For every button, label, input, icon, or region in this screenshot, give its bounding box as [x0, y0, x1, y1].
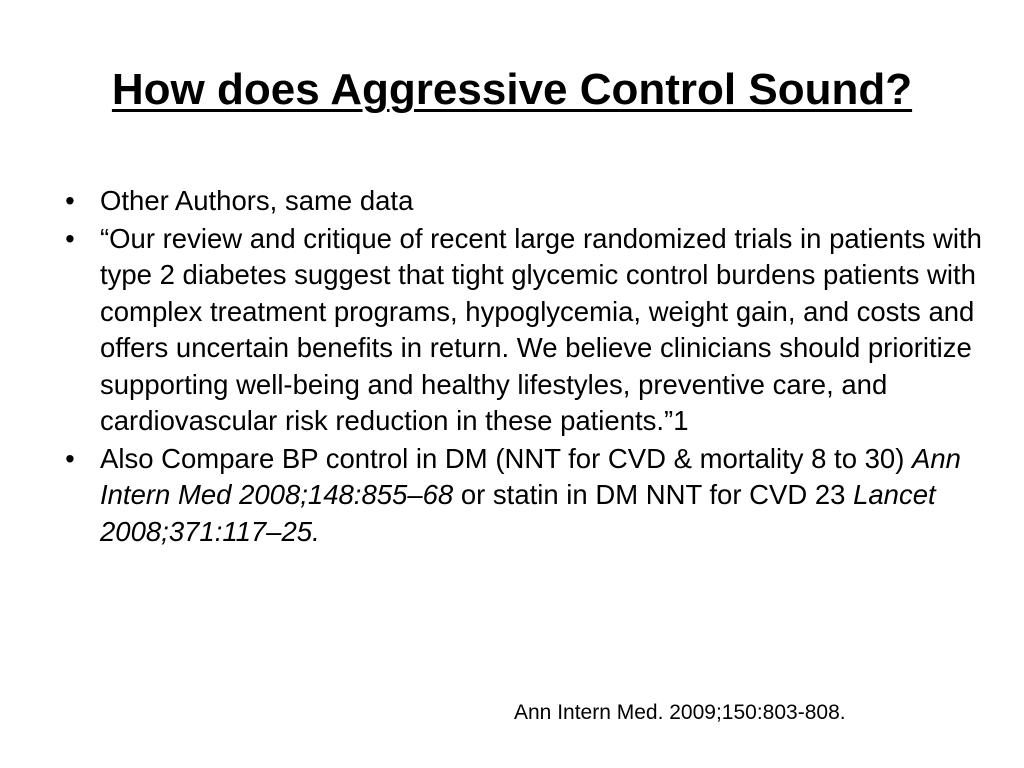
- bullet-icon: •: [65, 442, 75, 474]
- bullet-list: [60, 183, 1022, 551]
- bullet-item-compare: [60, 441, 1022, 551]
- bullet-item-other-authors: [60, 183, 1022, 220]
- bullet-text-part: or statin in DM NNT for CVD 23: [453, 479, 854, 510]
- bullet-icon: •: [65, 185, 75, 216]
- source-citation: Ann Intern Med. 2009;150:803-808.: [514, 701, 846, 724]
- bullet-text: [100, 441, 1022, 551]
- bullet-item-quote: [60, 221, 1022, 440]
- slide-title: How does Aggressive Control Sound?: [111, 65, 913, 114]
- reference-lancet-2008: Lancet 2008;371:117–25.: [100, 479, 936, 547]
- bullet-text: Other Authors, same data: [100, 185, 414, 216]
- bullet-icon: •: [65, 222, 75, 254]
- bullet-text-part: Also Compare BP control in DM (NNT for CVD & mortality 8 to 30): [100, 442, 913, 474]
- bullet-text: “Our review and critique of recent large randomized trials in patients with type 2 diabetes suggest that tight glycemic control burdens patients with complex treatment programs, hypoglycemia, weight gain, and costs and offers uncertain benefits in return. We believe clinicians should prioritize supporting well-being and healthy lifestyles, preventive care, and cardiovascular risk reduction in these patients.”1: [100, 222, 982, 436]
- reference-ann-intern-med-2008: Ann Intern Med 2008;148:855–68: [100, 442, 961, 510]
